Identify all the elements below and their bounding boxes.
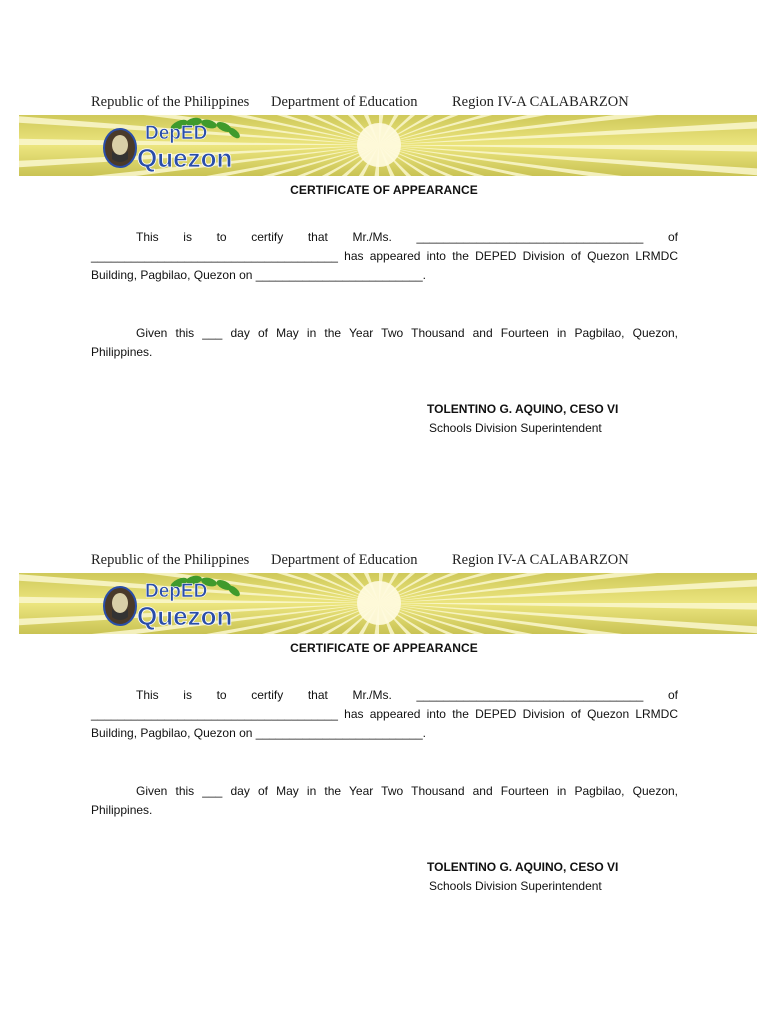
certify-line-2: _____________________________________ has appeared into the DEPED Division of Quezon LRMDC (91, 249, 678, 263)
signatory-role: Schools Division Superintendent (429, 879, 602, 893)
signatory-role: Schools Division Superintendent (429, 421, 602, 435)
certificate-1 (0, 88, 768, 528)
certify-line-1: This is to certify that Mr./Ms. __________________________________ of (136, 230, 678, 244)
header-republic: Republic of the Philippines (91, 552, 250, 568)
given-line-1: Given this ___ day of May in the Year Two Thousand and Fourteen in Pagbilao, Quezon, (136, 326, 678, 340)
certification-paragraph (91, 686, 678, 743)
banner-graphic (19, 115, 757, 176)
header-department: Department of Education (271, 552, 418, 568)
certify-line-2: _____________________________________ has appeared into the DEPED Division of Quezon LRMDC (91, 707, 678, 721)
given-line-2: Philippines. (91, 345, 153, 359)
certificate-title: CERTIFICATE OF APPEARANCE (290, 183, 478, 197)
header-department: Department of Education (271, 94, 418, 110)
deped-wordmark: DepED (145, 581, 208, 602)
header-republic: Republic of the Philippines (91, 94, 250, 110)
certificate-2 (0, 546, 768, 986)
signatory-name: TOLENTINO G. AQUINO, CESO VI (427, 860, 619, 874)
certify-line-3: Building, Pagbilao, Quezon on _________________________. (91, 268, 426, 282)
given-line-1: Given this ___ day of May in the Year Two Thousand and Fourteen in Pagbilao, Quezon, (136, 784, 678, 798)
certify-line-1: This is to certify that Mr./Ms. __________________________________ of (136, 688, 678, 702)
given-line-2: Philippines. (91, 803, 153, 817)
certify-line-3: Building, Pagbilao, Quezon on _________________________. (91, 726, 426, 740)
quezon-wordmark: Quezon (137, 601, 233, 631)
given-paragraph (91, 782, 678, 820)
agency-header (91, 94, 691, 112)
signatory-name: TOLENTINO G. AQUINO, CESO VI (427, 402, 619, 416)
banner-graphic (19, 573, 757, 634)
quezon-wordmark: Quezon (137, 143, 233, 173)
agency-header (91, 552, 691, 570)
deped-quezon-banner (19, 573, 757, 634)
given-paragraph (91, 324, 678, 362)
deped-quezon-banner (19, 115, 757, 176)
deped-wordmark: DepED (145, 123, 208, 144)
certificate-title: CERTIFICATE OF APPEARANCE (290, 641, 478, 655)
header-region: Region IV-A CALABARZON (452, 94, 629, 110)
header-region: Region IV-A CALABARZON (452, 552, 629, 568)
certification-paragraph (91, 228, 678, 285)
